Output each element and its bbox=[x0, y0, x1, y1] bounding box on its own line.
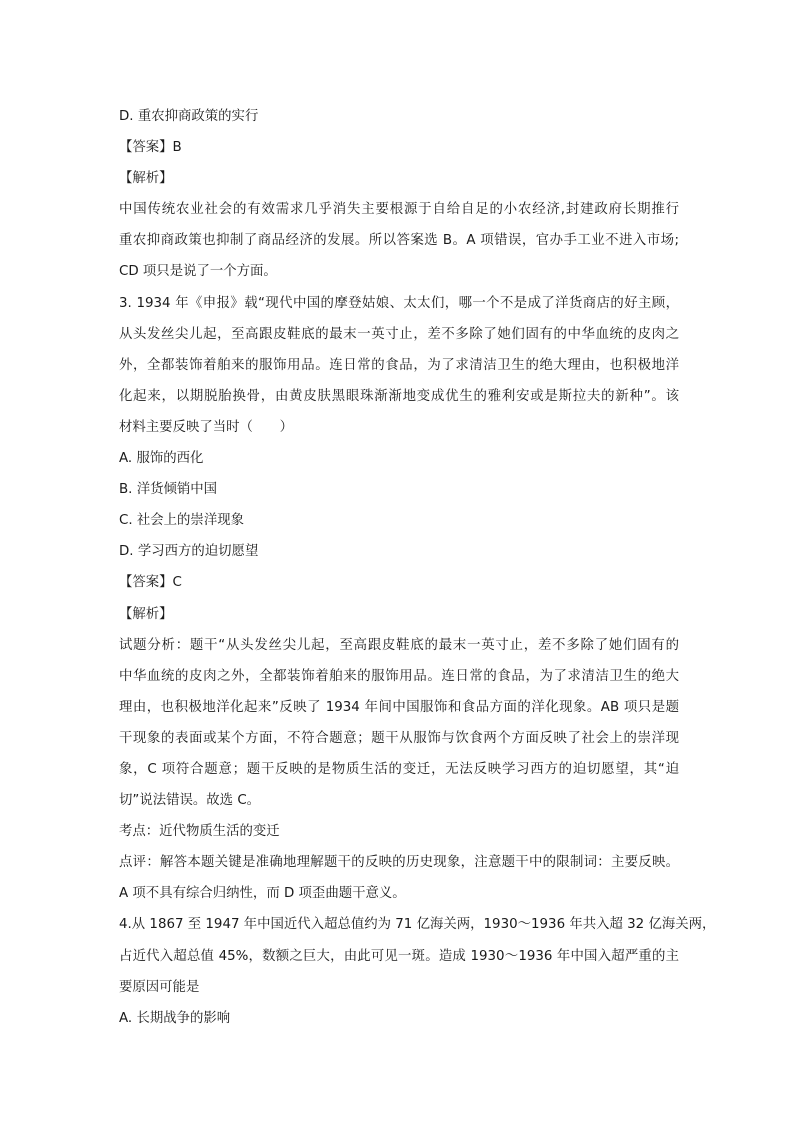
option-d-q2: D. 重农抑商政策的实行 bbox=[119, 109, 259, 124]
analysis-text-line: 试题分析：题干“从头发丝尖儿起，至高跟皮鞋底的最末一英寸止，差不多除了她们固有的 bbox=[119, 637, 679, 653]
question-4-stem-line: 4.从 1867 至 1947 年中国近代入超总值约为 71 亿海关两，1930～1936 年共入超 32 亿海关两， bbox=[119, 917, 716, 933]
question-3-stem-line: 3. 1934 年《申报》载“现代中国的摩登姑娘、太太们，哪一个不是成了洋货商店的好主顾， bbox=[119, 295, 679, 311]
knowledge-point: 考点：近代物质生活的变迁 bbox=[119, 824, 280, 840]
analysis-text-line: 中华血统的皮肉之外，全都装饰着舶来的服饰用品。连日常的食品，为了求清洁卫生的绝大 bbox=[119, 668, 679, 684]
comment-line: A 项不具有综合归纳性，而 D 项歪曲题干意义。 bbox=[119, 886, 406, 902]
answer-label-q2: 【答案】B bbox=[119, 140, 182, 156]
option-a-q4: A. 长期战争的影响 bbox=[119, 1010, 231, 1026]
analysis-text-line: 干现象的表面或某个方面，不符合题意；题干从服饰与饮食两个方面反映了社会上的崇洋现 bbox=[119, 730, 679, 746]
question-3-stem-line: 从头发丝尖儿起，至高跟皮鞋底的最末一英寸止，差不多除了她们固有的中华血统的皮肉之 bbox=[119, 326, 679, 342]
analysis-text-line: 重农抑商政策也抑制了商品经济的发展。所以答案选 B。A 项错误，官办手工业不进入市场; bbox=[119, 233, 679, 249]
answer-label-q3: 【答案】C bbox=[119, 575, 182, 591]
analysis-text-line: 切”说法错误。故选 C。 bbox=[119, 793, 261, 809]
document-body bbox=[119, 101, 716, 1034]
question-3-stem-line: 材料主要反映了当时（ ） bbox=[119, 419, 294, 435]
option-d-q3: D. 学习西方的迫切愿望 bbox=[119, 544, 259, 560]
question-4-stem-line: 占近代入超总值 45%，数额之巨大，由此可见一斑。造成 1930～1936 年中国入超严重的主 bbox=[119, 948, 679, 964]
comment-line: 点评：解答本题关键是准确地理解题干的反映的历史现象，注意题干中的限制词：主要反映。 bbox=[119, 855, 679, 871]
question-4-stem-line: 要原因可能是 bbox=[119, 979, 200, 995]
option-b-q3: B. 洋货倾销中国 bbox=[119, 482, 218, 498]
analysis-label-q2: 【解析】 bbox=[119, 171, 173, 187]
analysis-text-line: 理由，也积极地洋化起来”反映了 1934 年间中国服饰和食品方面的洋化现象。AB 项只是题 bbox=[119, 699, 679, 715]
analysis-text-line: 中国传统农业社会的有效需求几乎消失主要根源于自给自足的小农经济,封建政府长期推行 bbox=[119, 202, 679, 218]
question-3-stem-line: 化起来，以期脱胎换骨，由黄皮肤黑眼珠渐渐地变成优生的雅利安或是斯拉夫的新种”。该 bbox=[119, 388, 679, 404]
question-3-stem-line: 外，全都装饰着舶来的服饰用品。连日常的食品，为了求清洁卫生的绝大理由，也积极地洋 bbox=[119, 357, 679, 373]
analysis-text-line: 象，C 项符合题意；题干反映的是物质生活的变迁，无法反映学习西方的迫切愿望，其“迫 bbox=[119, 761, 679, 777]
option-a-q3: A. 服饰的西化 bbox=[119, 451, 204, 467]
option-c-q3: C. 社会上的崇洋现象 bbox=[119, 513, 244, 529]
analysis-label-q3: 【解析】 bbox=[119, 606, 173, 622]
analysis-text-line: CD 项只是说了一个方面。 bbox=[119, 264, 277, 280]
